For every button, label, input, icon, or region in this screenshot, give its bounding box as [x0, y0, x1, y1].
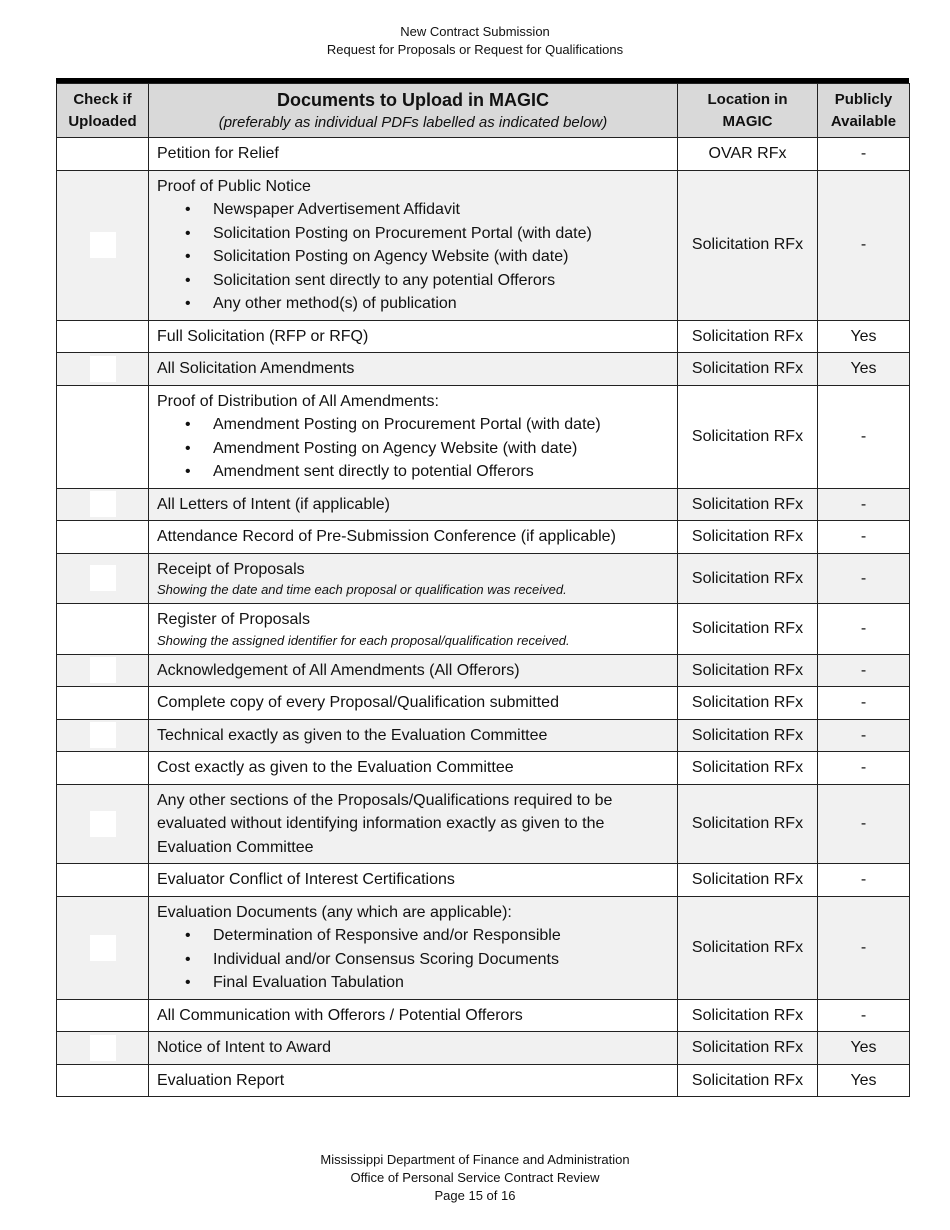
public-cell: -	[818, 521, 910, 554]
public-cell: -	[818, 687, 910, 720]
location-cell: Solicitation RFx	[678, 1064, 818, 1097]
check-cell	[57, 752, 149, 785]
public-cell: -	[818, 138, 910, 171]
document-note: Showing the assigned identifier for each proposal/qualification received.	[157, 632, 570, 648]
public-cell: -	[818, 999, 910, 1032]
table-row	[57, 353, 910, 386]
document-cell	[149, 1032, 678, 1065]
document-title: Evaluation Report	[157, 1071, 285, 1089]
document-cell	[149, 553, 678, 604]
document-bullet-item: • Amendment Posting on Agency Website (with date)	[185, 437, 669, 461]
column-header-documents	[149, 84, 678, 138]
public-cell: -	[818, 752, 910, 785]
table-row	[57, 170, 910, 320]
document-cell	[149, 521, 678, 554]
location-cell: Solicitation RFx	[678, 864, 818, 897]
upload-checkbox[interactable]	[90, 232, 116, 258]
document-cell	[149, 385, 678, 488]
document-bullet-item: • Solicitation sent directly to any potential Offerors	[185, 269, 669, 293]
document-title: All Solicitation Amendments	[157, 360, 355, 377]
document-title: Proof of Public Notice	[157, 177, 311, 195]
public-cell: -	[818, 170, 910, 320]
location-cell: Solicitation RFx	[678, 170, 818, 320]
page-header	[0, 23, 950, 59]
public-cell: Yes	[818, 353, 910, 386]
document-title: Technical exactly as given to the Evaluation Committee	[157, 726, 548, 744]
location-cell: Solicitation RFx	[678, 752, 818, 785]
document-title: Register of Proposals	[157, 611, 310, 628]
location-cell: Solicitation RFx	[678, 654, 818, 687]
check-cell	[57, 604, 149, 655]
document-title: Cost exactly as given to the Evaluation Committee	[157, 759, 514, 776]
column-header-documents-subtitle: (preferably as individual PDFs labelled as indicated below)	[218, 114, 608, 131]
check-cell	[57, 896, 149, 999]
document-title: Receipt of Proposals	[157, 560, 305, 578]
check-cell	[57, 654, 149, 687]
location-cell: Solicitation RFx	[678, 687, 818, 720]
public-cell: -	[818, 784, 910, 864]
footer-page-number: Page 15 of 16	[434, 1188, 516, 1203]
public-cell: -	[818, 864, 910, 897]
public-cell: Yes	[818, 1064, 910, 1097]
document-cell	[149, 719, 678, 752]
table-row	[57, 385, 910, 488]
check-cell	[57, 170, 149, 320]
upload-checkbox[interactable]	[90, 565, 116, 591]
location-cell: Solicitation RFx	[678, 385, 818, 488]
documents-table	[56, 83, 910, 1097]
document-title: All Letters of Intent (if applicable)	[157, 495, 391, 513]
document-title: Complete copy of every Proposal/Qualification submitted	[157, 694, 559, 711]
check-cell	[57, 687, 149, 720]
table-row	[57, 553, 910, 604]
column-header-location: Location in MAGIC	[678, 84, 818, 138]
public-cell: -	[818, 553, 910, 604]
document-title: Petition for Relief	[157, 145, 279, 162]
public-cell: -	[818, 488, 910, 521]
document-title: Any other sections of the Proposals/Qualifications required to be evaluated without identifying information exactly as given to the Evaluation Committee	[157, 791, 613, 856]
table-row	[57, 896, 910, 999]
page-footer	[0, 1151, 950, 1205]
documents-table-wrapper	[56, 78, 909, 1097]
document-bullet-item: • Individual and/or Consensus Scoring Documents	[185, 948, 669, 972]
check-cell	[57, 385, 149, 488]
location-cell: Solicitation RFx	[678, 999, 818, 1032]
document-cell	[149, 488, 678, 521]
table-header-row	[57, 84, 910, 138]
document-bullet-list	[157, 198, 669, 316]
table-row	[57, 138, 910, 171]
check-cell	[57, 521, 149, 554]
public-cell: -	[818, 385, 910, 488]
document-title: Acknowledgement of All Amendments (All Offerors)	[157, 661, 520, 679]
location-cell: Solicitation RFx	[678, 521, 818, 554]
document-title: Attendance Record of Pre-Submission Conference (if applicable)	[157, 528, 616, 545]
column-header-check: Check if Uploaded	[57, 84, 149, 138]
document-bullet-item: • Any other method(s) of publication	[185, 292, 669, 316]
upload-checkbox[interactable]	[90, 657, 116, 683]
table-row	[57, 864, 910, 897]
table-row	[57, 654, 910, 687]
check-cell	[57, 999, 149, 1032]
document-title: Evaluation Documents (any which are applicable):	[157, 903, 512, 921]
document-bullet-list	[157, 924, 669, 995]
table-row	[57, 521, 910, 554]
location-cell: Solicitation RFx	[678, 553, 818, 604]
document-cell	[149, 170, 678, 320]
table-row	[57, 320, 910, 353]
check-cell	[57, 320, 149, 353]
document-bullet-item: • Newspaper Advertisement Affidavit	[185, 198, 669, 222]
document-bullet-item: • Solicitation Posting on Agency Website (with date)	[185, 245, 669, 269]
document-cell	[149, 138, 678, 171]
upload-checkbox[interactable]	[90, 1035, 116, 1061]
check-cell	[57, 488, 149, 521]
document-cell	[149, 353, 678, 386]
document-cell	[149, 752, 678, 785]
location-cell: Solicitation RFx	[678, 353, 818, 386]
location-cell: OVAR RFx	[678, 138, 818, 171]
check-cell	[57, 1064, 149, 1097]
header-subtitle: Request for Proposals or Request for Qualifications	[326, 42, 624, 57]
document-note: Showing the date and time each proposal or qualification was received.	[157, 582, 567, 597]
location-cell: Solicitation RFx	[678, 896, 818, 999]
table-row	[57, 784, 910, 864]
location-cell: Solicitation RFx	[678, 1032, 818, 1065]
upload-checkbox[interactable]	[90, 811, 116, 837]
table-row	[57, 604, 910, 655]
document-cell	[149, 604, 678, 655]
footer-office: Office of Personal Service Contract Review	[350, 1170, 600, 1185]
check-cell	[57, 353, 149, 386]
document-bullet-item: • Amendment sent directly to potential Offerors	[185, 460, 669, 484]
document-title: Full Solicitation (RFP or RFQ)	[157, 327, 369, 345]
table-row	[57, 999, 910, 1032]
document-cell	[149, 999, 678, 1032]
location-cell: Solicitation RFx	[678, 784, 818, 864]
table-row	[57, 1032, 910, 1065]
public-cell: -	[818, 654, 910, 687]
check-cell	[57, 784, 149, 864]
table-row	[57, 687, 910, 720]
document-bullet-item: • Solicitation Posting on Procurement Portal (with date)	[185, 222, 669, 246]
public-cell: Yes	[818, 320, 910, 353]
document-bullet-list	[157, 413, 669, 484]
location-cell: Solicitation RFx	[678, 604, 818, 655]
upload-checkbox[interactable]	[90, 722, 116, 748]
document-bullet-item: • Amendment Posting on Procurement Portal (with date)	[185, 413, 669, 437]
footer-organization: Mississippi Department of Finance and Administration	[320, 1152, 630, 1167]
public-cell: Yes	[818, 1032, 910, 1065]
check-cell	[57, 1032, 149, 1065]
check-cell	[57, 864, 149, 897]
document-cell	[149, 320, 678, 353]
upload-checkbox[interactable]	[90, 935, 116, 961]
table-row	[57, 488, 910, 521]
document-cell	[149, 687, 678, 720]
document-cell	[149, 654, 678, 687]
table-row	[57, 719, 910, 752]
column-header-public: Publicly Available	[818, 84, 910, 138]
column-header-documents-title: Documents to Upload in MAGIC	[277, 90, 549, 110]
public-cell: -	[818, 719, 910, 752]
check-cell	[57, 553, 149, 604]
table-row	[57, 752, 910, 785]
document-cell	[149, 896, 678, 999]
document-cell	[149, 1064, 678, 1097]
document-bullet-item: • Final Evaluation Tabulation	[185, 971, 669, 995]
header-title: New Contract Submission	[400, 24, 550, 39]
document-title: All Communication with Offerors / Potential Offerors	[157, 1006, 523, 1024]
location-cell: Solicitation RFx	[678, 320, 818, 353]
document-cell	[149, 864, 678, 897]
document-bullet-item: • Determination of Responsive and/or Responsible	[185, 924, 669, 948]
upload-checkbox[interactable]	[90, 491, 116, 517]
table-row	[57, 1064, 910, 1097]
document-title: Evaluator Conflict of Interest Certifications	[157, 871, 455, 888]
document-cell	[149, 784, 678, 864]
location-cell: Solicitation RFx	[678, 719, 818, 752]
document-title: Notice of Intent to Award	[157, 1039, 332, 1056]
document-title: Proof of Distribution of All Amendments:	[157, 392, 439, 410]
check-cell	[57, 719, 149, 752]
public-cell: -	[818, 896, 910, 999]
public-cell: -	[818, 604, 910, 655]
location-cell: Solicitation RFx	[678, 488, 818, 521]
upload-checkbox[interactable]	[90, 356, 116, 382]
check-cell	[57, 138, 149, 171]
